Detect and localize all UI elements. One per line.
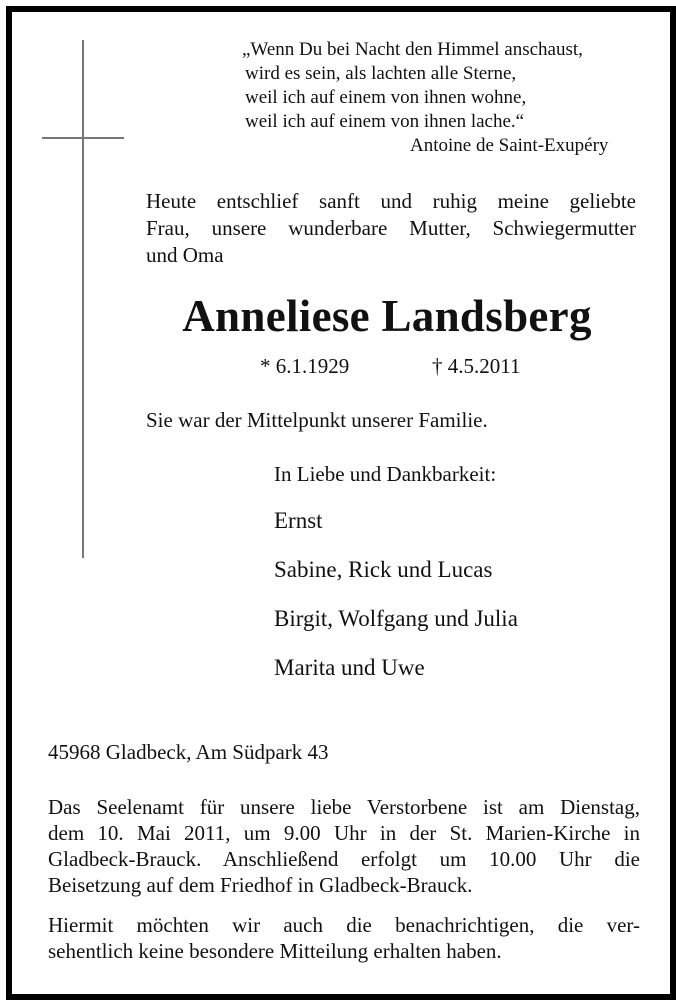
notice-line: sehentlich keine besondere Mitteilung erhalten haben. xyxy=(48,939,502,963)
service-paragraph xyxy=(48,794,640,898)
quote-line: „Wenn Du bei Nacht den Himmel anschaust, xyxy=(242,39,583,60)
service-line: Gladbeck-Brauck. Anschließend erfolgt um 10.00 Uhr die xyxy=(48,847,640,871)
family-member: Ernst xyxy=(274,508,323,533)
death-date: † 4.5.2011 xyxy=(432,354,521,378)
center-of-family-line: Sie war der Mittelpunkt unserer Familie. xyxy=(146,408,488,432)
family-list xyxy=(274,507,518,703)
family-member: Marita und Uwe xyxy=(274,655,425,680)
quote-author: Antoine de Saint-Exupéry xyxy=(410,135,609,156)
address: 45968 Gladbeck, Am Südpark 43 xyxy=(48,740,329,764)
intro-line: Heute entschlief sanft und ruhig meine geliebte xyxy=(146,189,636,213)
birth-date: * 6.1.1929 xyxy=(260,354,350,378)
intro-line: und Oma xyxy=(146,243,224,267)
thanks-line: In Liebe und Dankbarkeit: xyxy=(274,462,497,486)
notice-line: Hiermit möchten wir auch die benachrichtigen, die ver- xyxy=(48,913,640,937)
cross-vertical-beam xyxy=(82,40,84,558)
quote-block xyxy=(242,38,642,156)
quote-line: wird es sein, als lachten alle Sterne, xyxy=(245,63,517,84)
quote-line: weil ich auf einem von ihnen wohne, xyxy=(245,87,527,108)
intro-text xyxy=(146,188,636,269)
obituary-notice xyxy=(6,6,676,1000)
quote-line: weil ich auf einem von ihnen lache.“ xyxy=(245,111,525,132)
service-line: Das Seelenamt für unsere liebe Verstorbene ist am Dienstag, xyxy=(48,795,640,819)
cross-horizontal-beam xyxy=(42,137,124,139)
family-member: Birgit, Wolfgang und Julia xyxy=(274,606,518,631)
deceased-name: Anneliese Landsberg xyxy=(182,291,592,341)
intro-line: Frau, unsere wunderbare Mutter, Schwiegermutter xyxy=(146,216,636,240)
family-member: Sabine, Rick und Lucas xyxy=(274,557,493,582)
notice-paragraph xyxy=(48,912,640,964)
service-line: dem 10. Mai 2011, um 9.00 Uhr in der St. Marien-Kirche in xyxy=(48,821,640,845)
service-line: Beisetzung auf dem Friedhof in Gladbeck-Brauck. xyxy=(48,873,473,897)
